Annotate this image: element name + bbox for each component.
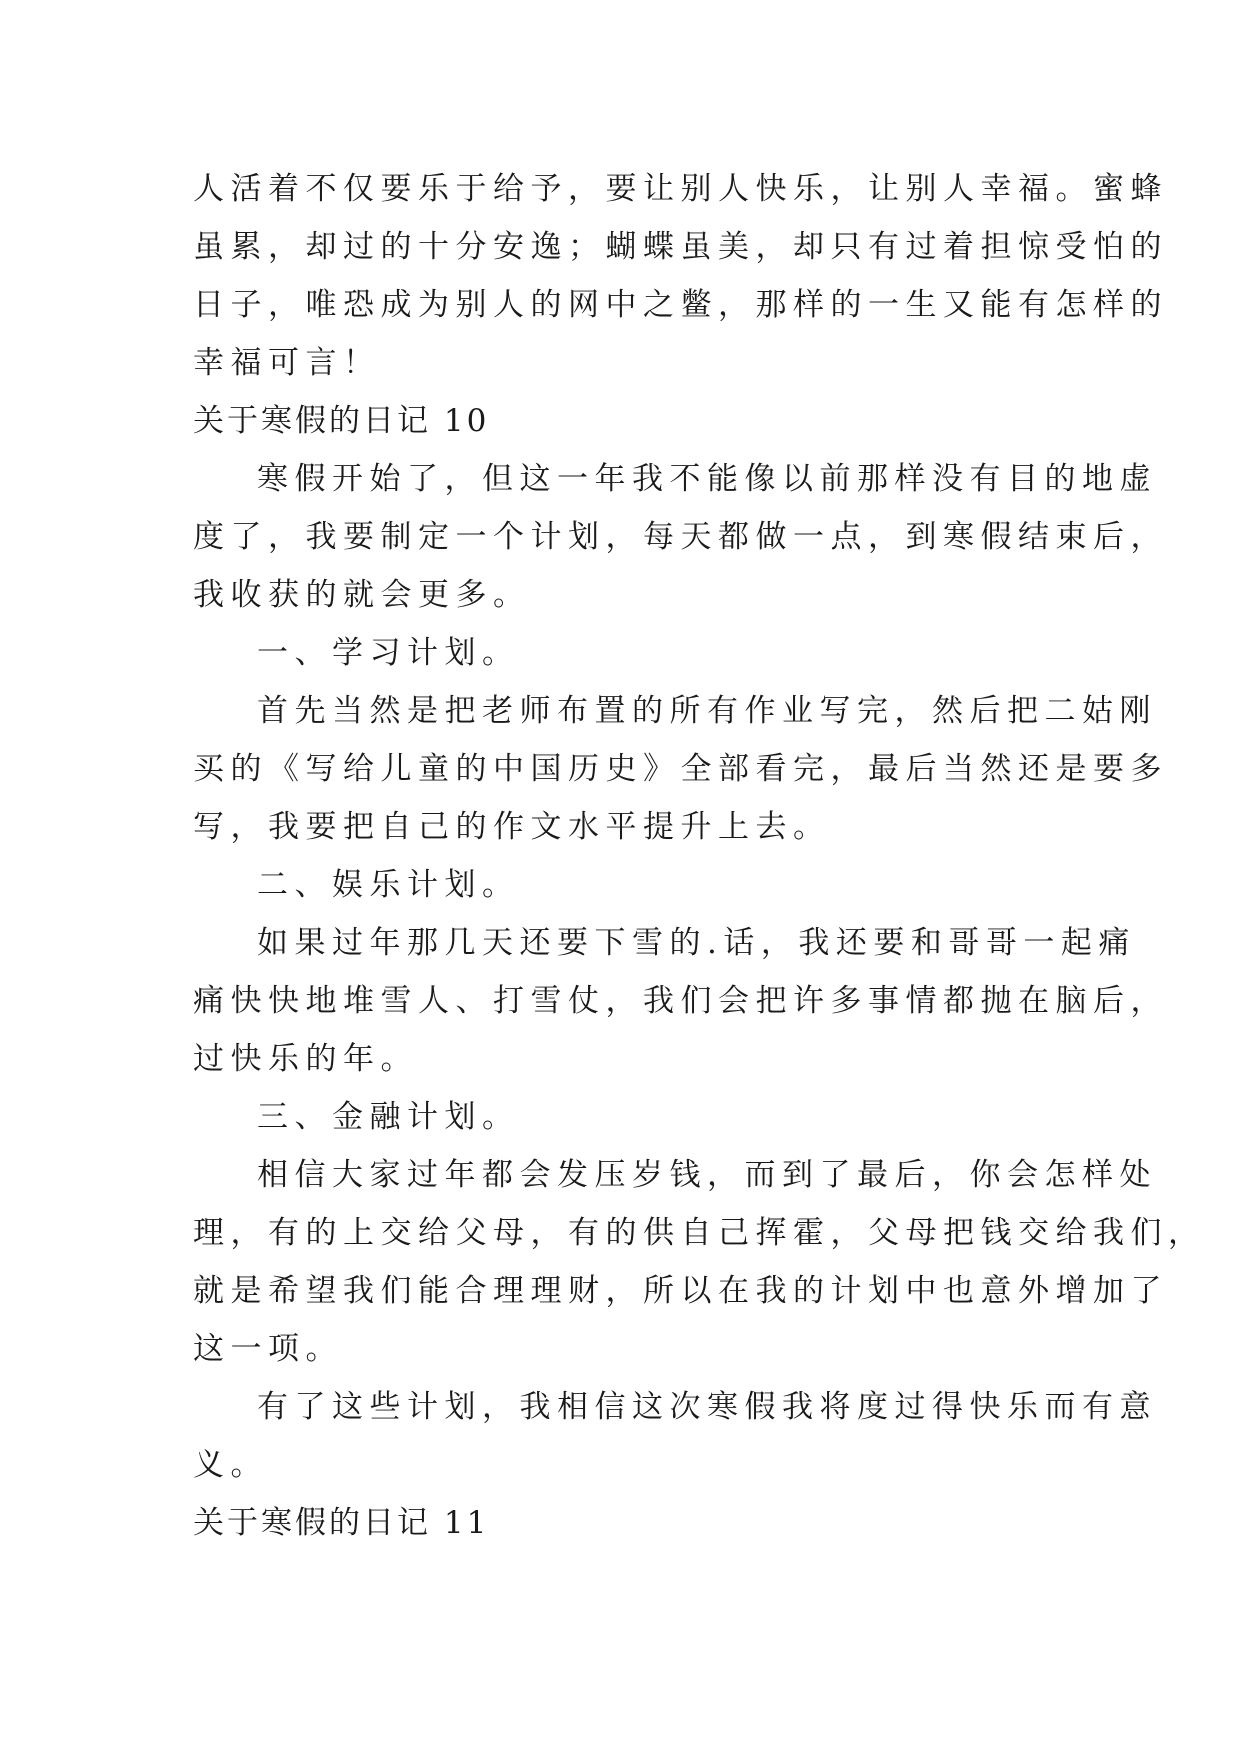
diary-heading-10: 关于寒假的日记 10 [193, 403, 490, 439]
text-line: 有了这些计划，我相信这次寒假我将度过得快乐而有意 [257, 1389, 1157, 1425]
text-line: 首先当然是把老师布置的所有作业写完，然后把二姑刚 [257, 693, 1157, 729]
paragraph-finance [193, 1146, 1206, 1378]
text-line: 义。 [193, 1447, 268, 1483]
text-line: 相信大家过年都会发压岁钱，而到了最后，你会怎样处 [257, 1157, 1157, 1193]
text-line: 虽累，却过的十分安逸；蝴蝶虽美，却只有过着担惊受怕的 [193, 229, 1168, 265]
paragraph-study [193, 682, 1168, 856]
section-title-entertainment: 二、娱乐计划。 [257, 867, 520, 903]
text-line: 我收获的就会更多。 [193, 577, 531, 613]
document-page [193, 160, 1206, 1552]
diary-heading-11: 关于寒假的日记 11 [193, 1505, 490, 1541]
section-title-study: 一、学习计划。 [257, 635, 520, 671]
text-line: 幸福可言！ [193, 345, 381, 381]
text-line: 人活着不仅要乐于给予，要让别人快乐，让别人幸福。蜜蜂 [193, 171, 1168, 207]
paragraph-conclusion [193, 1378, 1157, 1494]
text-line: 痛快快地堆雪人、打雪仗，我们会把许多事情都抛在脑后， [193, 983, 1168, 1019]
text-line: 理，有的上交给父母，有的供自己挥霍，父母把钱交给我们， [193, 1215, 1206, 1251]
paragraph-intro [193, 450, 1168, 624]
text-line: 度了，我要制定一个计划，每天都做一点，到寒假结束后， [193, 519, 1168, 555]
section-title-finance: 三、金融计划。 [257, 1099, 520, 1135]
paragraph-entertainment [193, 914, 1168, 1088]
text-line: 日子，唯恐成为别人的网中之鳖，那样的一生又能有怎样的 [193, 287, 1168, 323]
text-line: 过快乐的年。 [193, 1041, 418, 1077]
text-line: 这一项。 [193, 1331, 343, 1367]
text-line: 寒假开始了，但这一年我不能像以前那样没有目的地虚 [257, 461, 1157, 497]
paragraph-continued [193, 160, 1168, 392]
text-line: 如果过年那几天还要下雪的.话，我还要和哥哥一起痛 [257, 925, 1136, 961]
text-line: 就是希望我们能合理理财，所以在我的计划中也意外增加了 [193, 1273, 1168, 1309]
text-line: 写，我要把自己的作文水平提升上去。 [193, 809, 831, 845]
text-line: 买的《写给儿童的中国历史》全部看完，最后当然还是要多 [193, 751, 1168, 787]
